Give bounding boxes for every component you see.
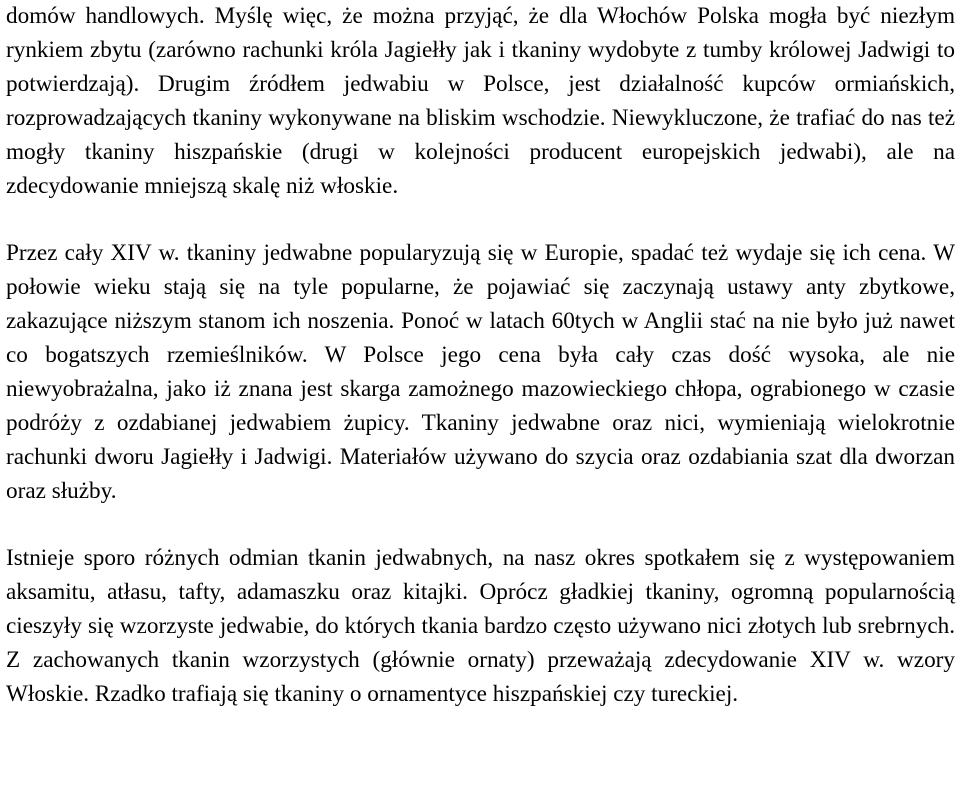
paragraph: Przez cały XIV w. tkaniny jedwabne popularyzują się w Europie, spadać też wydaje się ich cena. W połowie wieku stają się na tyle popularne, że pojawiać się zaczynają ustawy anty zbytkowe, zakazujące niższym stanom ich noszenia. Ponoć w latach 60tych w Anglii stać na nie było już nawet co bogatszych rzemieślników. W Polsce jego cena była cały czas dość wysoka, ale nie niewyobrażalna, jako iż znana jest skarga zamożnego mazowieckiego chłopa, ograbionego w czasie podróży z ozdabianej jedwabiem żupicy. Tkaniny jedwabne oraz nici, wymieniają wielokrotnie rachunki dworu Jagiełły i Jadwigi. Materiałów używano do szycia oraz ozdabiania szat dla dworzan oraz służby. — [6, 240, 955, 504]
paragraph: domów handlowych. Myślę więc, że można przyjąć, że dla Włochów Polska mogła być niezłym rynkiem zbytu (zarówno rachunki króla Jagiełły jak i tkaniny wydobyte z tumby królowej Jadwigi to potwierdzają). Drugim źródłem jedwabiu w Polsce, jest działalność kupców ormiańskich, rozprowadzających tkaniny wykonywane na bliskim wschodzie. Niewykluczone, że trafiać do nas też mogły tkaniny hiszpańskie (drugi w kolejności producent europejskich jedwabi), ale na zdecydowanie mniejszą skalę niż włoskie. — [6, 3, 955, 199]
paragraph: Istnieje sporo różnych odmian tkanin jedwabnych, na nasz okres spotkałem się z występowaniem aksamitu, atłasu, tafty, adamaszku oraz kitajki. Oprócz gładkiej tkaniny, ogromną popularnością cieszyły się wzorzyste jedwabie, do których tkania bardzo często używano nici złotych lub srebrnych. Z zachowanych tkanin wzorzystych (głównie ornaty) przeważają zdecydowanie XIV w. wzory Włoskie. Rzadko trafiają się tkaniny o ornamentyce hiszpańskiej czy tureckiej. — [6, 545, 955, 708]
document-page — [6, 0, 955, 712]
